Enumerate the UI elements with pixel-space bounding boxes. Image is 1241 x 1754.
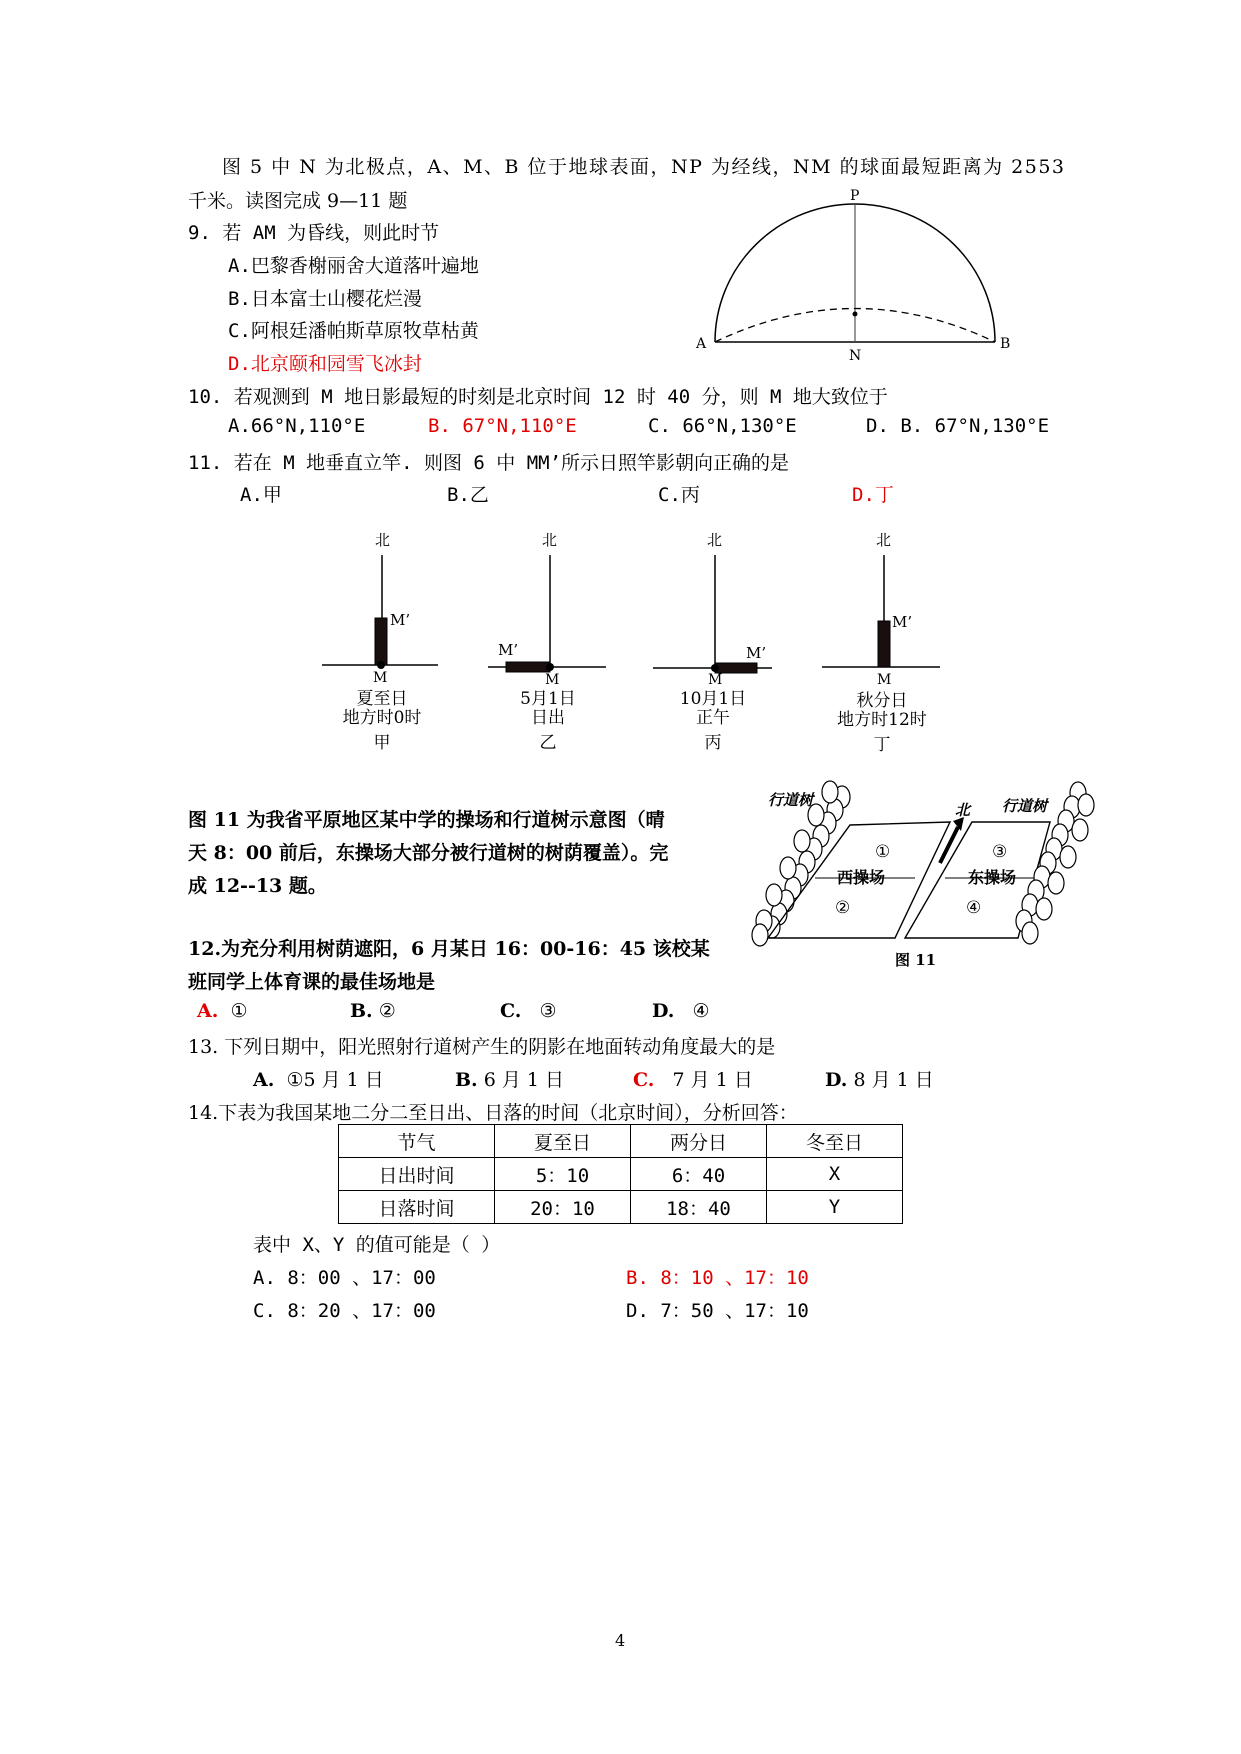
north-label: 北 bbox=[375, 531, 391, 549]
table-header-row bbox=[339, 1125, 903, 1158]
sunrise-sunset-table bbox=[338, 1124, 903, 1224]
table-row bbox=[339, 1158, 903, 1191]
q14-option-b[interactable]: B. 8：10 、17：10 bbox=[626, 1267, 809, 1289]
option-letter: D. bbox=[652, 1000, 675, 1022]
mprime-label: M’ bbox=[390, 611, 411, 629]
intro2-line-3: 成 12--13 题。 bbox=[188, 875, 327, 897]
q11-option-a[interactable]: A.甲 bbox=[240, 484, 282, 506]
mprime-label: M’ bbox=[892, 613, 913, 631]
date-label: 5月1日 bbox=[520, 689, 576, 709]
table-header: 节气 bbox=[339, 1125, 495, 1158]
q10-stem: 10. 若观测到 M 地日影最短的时刻是北京时间 12 时 40 分，则 M 地大致位于 bbox=[188, 386, 888, 408]
time-label: 地方时0时 bbox=[342, 708, 422, 728]
shadow-bar bbox=[506, 662, 550, 672]
q13-option-b[interactable] bbox=[455, 1065, 564, 1092]
option-letter: B. bbox=[350, 1000, 373, 1022]
zone-2: ② bbox=[835, 898, 851, 918]
trees-left-label: 行道树 bbox=[768, 791, 814, 809]
q10-option-b[interactable]: B. 67°N,110°E bbox=[428, 415, 577, 437]
q13-stem: 13. 下列日期中，阳光照射行道树产生的阴影在地面转动角度最大的是 bbox=[188, 1036, 776, 1058]
panel-ding bbox=[822, 531, 940, 755]
mprime-label: M’ bbox=[498, 641, 519, 659]
shadow-bar bbox=[375, 618, 387, 665]
figure-6-shadows bbox=[310, 525, 990, 765]
table-header: 冬至日 bbox=[767, 1125, 903, 1158]
q14-question: 表中 X、Y 的值可能是（ ） bbox=[253, 1234, 501, 1256]
label-a: A bbox=[696, 336, 707, 352]
option-text: ①5 月 1 日 bbox=[286, 1069, 384, 1091]
q10-option-d[interactable]: D. B. 67°N,130°E bbox=[866, 415, 1050, 437]
m-label: M bbox=[545, 672, 560, 688]
north-label: 北 bbox=[542, 531, 558, 549]
table-cell: 6：40 bbox=[631, 1158, 767, 1191]
option-text: ① bbox=[230, 1000, 248, 1022]
shadow-bar bbox=[878, 621, 890, 667]
time-label: 日出 bbox=[531, 708, 565, 728]
q9-option-b[interactable]: B.日本富士山樱花烂漫 bbox=[228, 288, 422, 310]
panel-name: 丁 bbox=[873, 735, 891, 755]
m-label: M bbox=[708, 672, 723, 688]
time-label: 地方时12时 bbox=[837, 710, 927, 730]
q12-option-b[interactable] bbox=[350, 1000, 396, 1022]
q14-option-c[interactable]: C. 8：20 、17：00 bbox=[253, 1300, 436, 1322]
north-label: 北 bbox=[707, 531, 723, 549]
point-m bbox=[546, 663, 554, 671]
date-label: 秋分日 bbox=[856, 691, 908, 711]
q12-stem-1: 12.为充分利用树荫遮阳，6 月某日 16：00-16：45 该校某 bbox=[188, 938, 710, 960]
q14-option-d[interactable]: D. 7：50 、17：10 bbox=[626, 1300, 809, 1322]
table-cell: 18：40 bbox=[631, 1191, 767, 1224]
table-header: 夏至日 bbox=[495, 1125, 631, 1158]
point-m bbox=[377, 661, 385, 669]
option-text: ② bbox=[378, 1000, 396, 1022]
q10-option-a[interactable]: A.66°N,110°E bbox=[228, 415, 366, 437]
option-text: 8 月 1 日 bbox=[853, 1069, 934, 1091]
date-label: 夏至日 bbox=[356, 689, 408, 709]
option-letter: C. bbox=[633, 1069, 655, 1091]
panel-name: 甲 bbox=[373, 733, 391, 753]
q11-option-b[interactable]: B.乙 bbox=[447, 484, 489, 506]
option-text: ④ bbox=[692, 1000, 710, 1022]
q10-option-c[interactable]: C. 66°N,130°E bbox=[648, 415, 797, 437]
time-label: 正午 bbox=[696, 708, 730, 728]
north-label: 北 bbox=[876, 531, 892, 549]
option-letter: B. bbox=[455, 1069, 478, 1091]
panel-name: 乙 bbox=[539, 733, 557, 753]
option-letter: D. bbox=[825, 1069, 848, 1091]
panel-bing bbox=[653, 531, 772, 753]
table-cell: X bbox=[767, 1158, 903, 1191]
panel-jia bbox=[322, 531, 438, 753]
q9-option-a[interactable]: A.巴黎香榭丽舍大道落叶遍地 bbox=[228, 255, 479, 277]
table-cell: 20：10 bbox=[495, 1191, 631, 1224]
q12-option-c[interactable] bbox=[500, 1000, 557, 1022]
q13-option-d[interactable] bbox=[825, 1065, 934, 1092]
q9-stem: 9. 若 AM 为昏线，则此时节 bbox=[188, 222, 440, 244]
q9-option-c[interactable]: C.阿根廷潘帕斯草原牧草枯黄 bbox=[228, 320, 479, 342]
table-cell: 日出时间 bbox=[339, 1158, 495, 1191]
point-m bbox=[853, 312, 858, 317]
figure-5-hemisphere bbox=[690, 180, 1020, 360]
q12-stem-2: 班同学上体育课的最佳场地是 bbox=[188, 971, 436, 993]
west-field-label: 西操场 bbox=[837, 868, 886, 887]
q13-option-c[interactable] bbox=[633, 1065, 753, 1092]
label-b: B bbox=[1000, 336, 1011, 352]
panel-yi bbox=[488, 531, 606, 753]
q12-option-d[interactable] bbox=[652, 1000, 710, 1022]
north-label: 北 bbox=[955, 801, 971, 819]
option-text: 7 月 1 日 bbox=[672, 1069, 753, 1091]
label-n: N bbox=[849, 348, 862, 360]
table-header: 两分日 bbox=[631, 1125, 767, 1158]
intro-line-2: 千米。读图完成 9—11 题 bbox=[188, 190, 408, 212]
figure-caption: 图 11 bbox=[895, 951, 937, 969]
m-label: M bbox=[373, 670, 388, 686]
zone-1: ① bbox=[875, 842, 891, 862]
option-letter: A. bbox=[253, 1069, 275, 1091]
q12-option-a[interactable] bbox=[197, 1000, 248, 1022]
intro-line-1: 图 5 中 N 为北极点，A、M、B 位于地球表面，NP 为经线，NM 的球面最短距离为 2553 bbox=[222, 156, 1066, 178]
option-letter: C. bbox=[500, 1000, 522, 1022]
panel-name: 丙 bbox=[704, 733, 722, 753]
option-letter: A. bbox=[197, 1000, 219, 1022]
q11-stem: 11. 若在 M 地垂直立竿. 则图 6 中 MM’所示日照竿影朝向正确的是 bbox=[188, 452, 790, 474]
date-label: 10月1日 bbox=[679, 689, 747, 709]
q11-option-d[interactable]: D.丁 bbox=[852, 484, 894, 506]
intro2-line-1: 图 11 为我省平原地区某中学的操场和行道树示意图（晴 bbox=[188, 809, 665, 831]
table-cell: 日落时间 bbox=[339, 1191, 495, 1224]
page-number: 4 bbox=[615, 1631, 626, 1650]
q9-option-d[interactable]: D.北京颐和园雪飞冰封 bbox=[228, 353, 422, 375]
table-cell: Y bbox=[767, 1191, 903, 1224]
option-text: 6 月 1 日 bbox=[483, 1069, 565, 1091]
intro2-line-2: 天 8：00 前后，东操场大部分被行道树的树荫覆盖）。完 bbox=[188, 842, 669, 864]
zone-4: ④ bbox=[966, 898, 982, 918]
point-m bbox=[711, 664, 719, 672]
q14-option-a[interactable]: A. 8：00 、17：00 bbox=[253, 1267, 436, 1289]
figure-11-playgrounds bbox=[750, 775, 1095, 975]
east-field-label: 东操场 bbox=[968, 868, 1017, 887]
zone-3: ③ bbox=[992, 842, 1008, 862]
q13-option-a[interactable] bbox=[253, 1065, 384, 1092]
m-label: M bbox=[877, 672, 892, 688]
q14-stem: 14.下表为我国某地二分二至日出、日落的时间（北京时间），分析回答： bbox=[188, 1102, 798, 1124]
label-p: P bbox=[850, 188, 860, 204]
mprime-label: M’ bbox=[746, 644, 767, 662]
north-arrow-shaft bbox=[940, 827, 958, 863]
option-text: ③ bbox=[539, 1000, 557, 1022]
table-row bbox=[339, 1191, 903, 1224]
table-cell: 5：10 bbox=[495, 1158, 631, 1191]
trees-right-label: 行道树 bbox=[1002, 797, 1048, 815]
q11-option-c[interactable]: C.丙 bbox=[658, 484, 700, 506]
